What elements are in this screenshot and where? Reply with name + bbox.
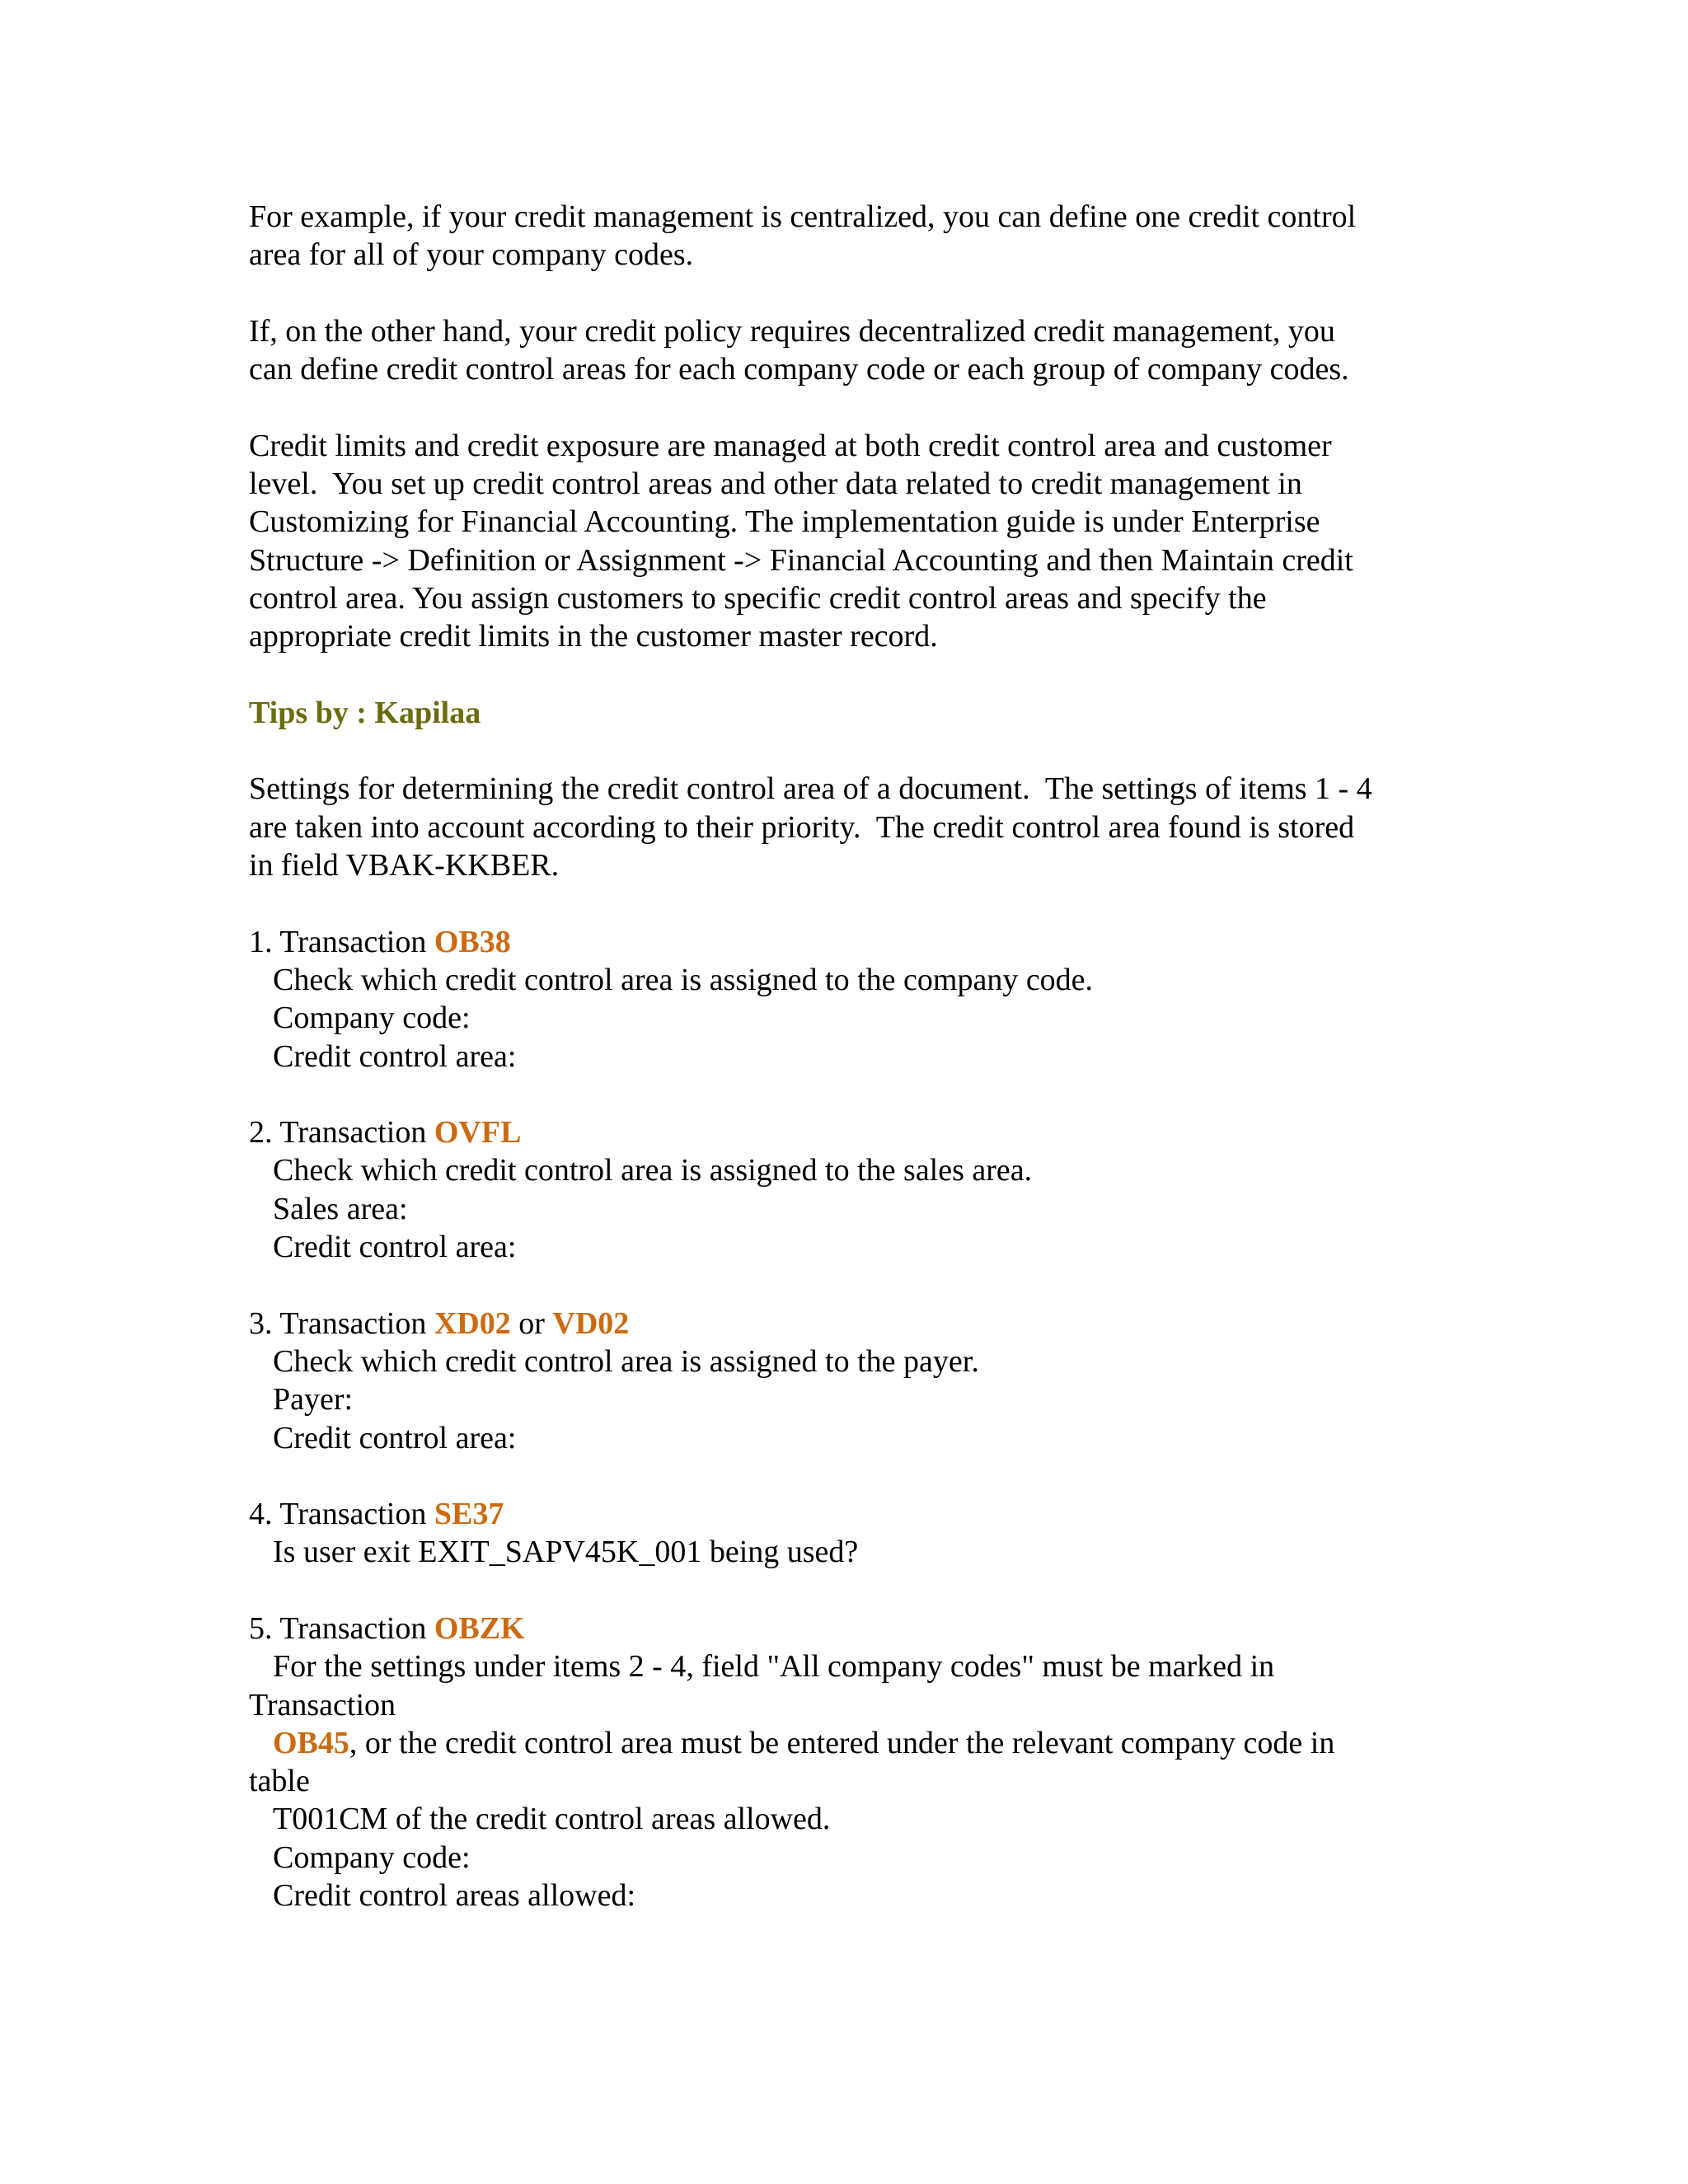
text-line: Structure -> Definition or Assignment -> Financial Accounting and then Maintain credit <box>249 542 1353 578</box>
item-heading <box>249 1305 1452 1343</box>
transaction-item-1 <box>249 923 1452 1076</box>
transaction-code: OB38 <box>434 924 511 959</box>
item-prefix: 4. Transaction <box>249 1497 434 1532</box>
item-line: Credit control area: <box>273 1038 517 1074</box>
item-line: Company code: <box>273 1840 471 1875</box>
item-heading <box>249 1610 1452 1647</box>
text-line: Settings for determining the credit control area of a document. The settings of items 1 - 4 <box>249 771 1372 807</box>
item-heading <box>249 1495 1452 1533</box>
transaction-item-2 <box>249 1113 1452 1266</box>
tips-heading <box>249 694 1452 732</box>
item-prefix: 3. Transaction <box>249 1305 434 1341</box>
item-line: Check which credit control area is assigned to the payer. <box>273 1343 979 1379</box>
transaction-code: SE37 <box>434 1497 504 1532</box>
item-line: Credit control area: <box>273 1420 517 1455</box>
item-line-rest: , or the credit control area must be entered under the relevant company code in <box>349 1725 1335 1760</box>
item-line: Payer: <box>273 1382 354 1418</box>
text-line: appropriate credit limits in the customer master record. <box>249 619 938 654</box>
item-heading <box>249 1113 1452 1151</box>
intro-paragraph-3 <box>249 427 1452 656</box>
transaction-item-3 <box>249 1305 1452 1457</box>
item-line-wrap: table <box>249 1764 310 1799</box>
text-line: If, on the other hand, your credit policy requires decentralized credit management, you <box>249 313 1335 349</box>
item-line <box>249 1724 1452 1762</box>
transaction-code-alt: VD02 <box>552 1305 630 1341</box>
item-line: Credit control area: <box>273 1230 517 1265</box>
text-line: level. You set up credit control areas and other data related to credit management in <box>249 466 1302 502</box>
item-line: For the settings under items 2 - 4, field "All company codes" must be marked in <box>273 1649 1275 1685</box>
transaction-item-4 <box>249 1495 1452 1572</box>
text-line: Customizing for Financial Accounting. The implementation guide is under Enterprise <box>249 504 1320 540</box>
item-line-wrap: Transaction <box>249 1687 396 1722</box>
item-line: Is user exit EXIT_SAPV45K_001 being used? <box>273 1535 859 1570</box>
tips-author: Tips by : Kapilaa <box>249 695 481 730</box>
transaction-code-ref: OB45 <box>273 1725 349 1760</box>
text-line: are taken into account according to their priority. The credit control area found is stored <box>249 809 1355 845</box>
text-line: Credit limits and credit exposure are managed at both credit control area and customer <box>249 428 1332 463</box>
transaction-code: XD02 <box>434 1305 511 1341</box>
transaction-item-5 <box>249 1610 1452 1915</box>
item-line: Check which credit control area is assigned to the sales area. <box>273 1153 1033 1188</box>
item-conjunction: or <box>510 1305 553 1341</box>
item-heading <box>249 923 1452 961</box>
text-line: can define credit control areas for each company code or each group of company codes. <box>249 352 1349 387</box>
item-line: T001CM of the credit control areas allowed. <box>273 1802 831 1837</box>
settings-paragraph <box>249 770 1452 884</box>
text-line: area for all of your company codes. <box>249 237 694 273</box>
text-line: For example, if your credit management is centralized, you can define one credit control <box>249 199 1357 234</box>
transaction-code: OBZK <box>434 1610 525 1646</box>
item-prefix: 5. Transaction <box>249 1610 434 1646</box>
item-line: Company code: <box>273 1001 471 1036</box>
item-prefix: 2. Transaction <box>249 1115 434 1151</box>
transaction-code: OVFL <box>434 1115 522 1151</box>
intro-paragraph-2 <box>249 312 1452 389</box>
text-line: in field VBAK-KKBER. <box>249 848 560 883</box>
item-line: Check which credit control area is assigned to the company code. <box>273 962 1094 997</box>
text-line: control area. You assign customers to specific credit control areas and specify the <box>249 580 1267 616</box>
intro-paragraph-1 <box>249 198 1452 274</box>
item-line: Sales area: <box>273 1191 408 1226</box>
document-body <box>249 198 1452 1953</box>
item-prefix: 1. Transaction <box>249 924 434 959</box>
item-line: Credit control areas allowed: <box>273 1878 636 1914</box>
